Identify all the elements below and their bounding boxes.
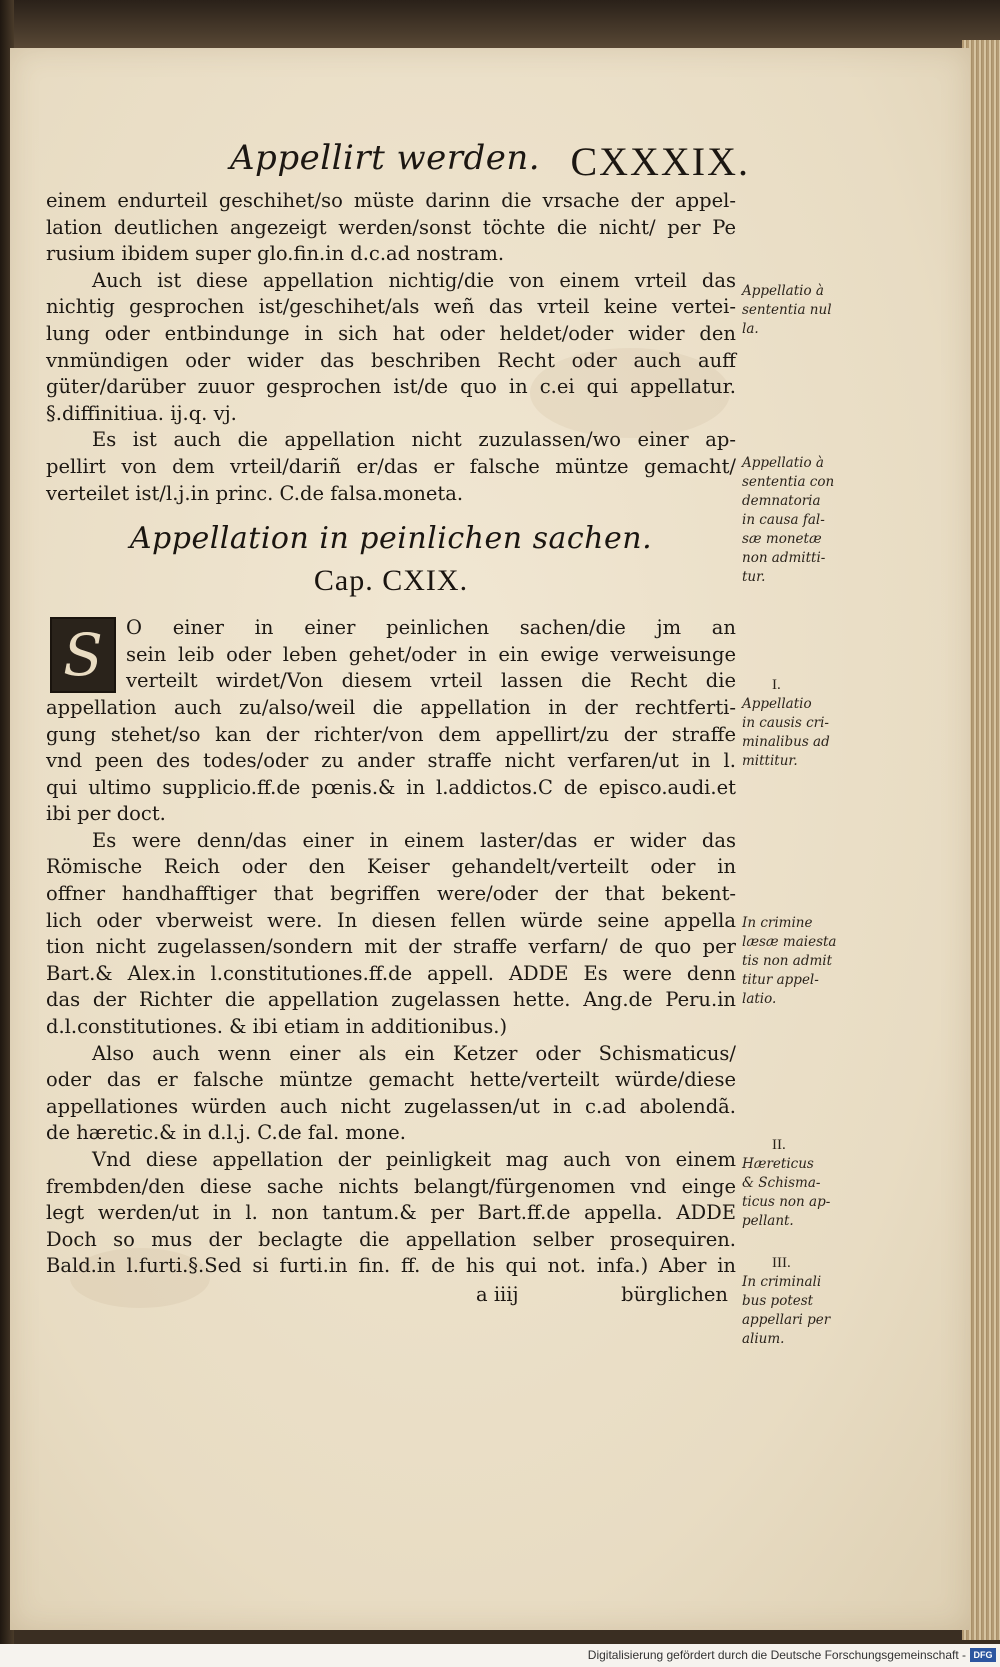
digitization-footer: [0, 1644, 1000, 1667]
margin-note-line: sententia nul: [742, 302, 832, 318]
margin-note: [742, 1136, 842, 1231]
text-line: §.diffinitiua. ij.q. vj.: [46, 401, 237, 425]
text-line: Bald.in l.furti.§.Sed si furti.in fin. ff. de his qui not. infa.) Aber in: [46, 1254, 736, 1278]
text-line: frembden/den diese sache nichts belangt/fürgenomen vnd einge: [46, 1174, 736, 1198]
margin-note-number: I.: [772, 677, 781, 693]
margin-note-line: demnatoria: [742, 493, 821, 509]
margin-note-number: II.: [772, 1137, 786, 1153]
text-line: lung oder entbindunge in sich hat oder heldet/oder wider den: [46, 321, 736, 345]
text-line: Auch ist diese appellation nichtig/die von einem vrteil das: [92, 268, 736, 292]
text-line: verteilet ist/l.j.in princ. C.de falsa.moneta.: [46, 481, 464, 505]
text-line: de hæretic.& in d.l.j. C.de fal. mone.: [46, 1121, 406, 1145]
funding-credit: Digitalisierung gefördert durch die Deutsche Forschungsgemeinschaft -: [587, 1648, 966, 1662]
signature-mark: a iiij: [476, 1282, 519, 1306]
text-line: ibi per doct.: [46, 802, 166, 826]
margin-note-line: alium.: [742, 1331, 785, 1347]
margin-note-line: Hæreticus: [742, 1156, 814, 1172]
margin-note-line: tis non admit: [742, 953, 833, 969]
text-line: vnmündigen oder wider das beschriben Recht oder auch auff: [46, 348, 736, 372]
text-line: legt werden/ut in l. non tantum.& per Bart.ff.de appella. ADDE: [46, 1201, 736, 1225]
text-line: vnd peen des todes/oder zu ander straffe nicht verfaren/ut in l.: [46, 749, 736, 773]
catchword-line: [46, 1280, 736, 1310]
text-line: verteilt wirdet/Von diesem vrteil lassen die Recht die: [126, 669, 736, 693]
margin-note-line: mittitur.: [742, 753, 798, 769]
text-line: appellationes würden auch nicht zugelassen/ut in c.ad abolendã.: [46, 1094, 736, 1118]
catchword: bürglichen: [621, 1282, 728, 1306]
text-line: offner handhafftiger that begriffen were/oder der that bekent-: [46, 882, 736, 906]
margin-note-line: Appellatio: [742, 696, 812, 712]
paragraph: [46, 1147, 736, 1280]
text-line: rusium ibidem super glo.fin.in d.c.ad nostram.: [46, 242, 505, 266]
text-line: qui ultimo supplicio.ff.de pœnis.& in l.addictos.C de episco.audi.et: [46, 775, 736, 799]
text-line: Bart.& Alex.in l.constitutiones.ff.de appell. ADDE Es were denn: [46, 961, 736, 985]
dfg-logo: DFG: [970, 1648, 996, 1662]
margin-note-line: Appellatio à: [742, 283, 824, 299]
decorated-initial: [50, 617, 116, 693]
margin-note-line: bus potest: [742, 1293, 814, 1309]
paragraph: [46, 268, 736, 428]
margin-note: [742, 676, 842, 771]
text-line: oder das er falsche müntze gemacht hette/verteilt würde/diese: [46, 1068, 736, 1092]
margin-note-line: sententia con: [742, 474, 835, 490]
margin-note-line: pellant.: [742, 1213, 794, 1229]
text-line: lation deutlichen angezeigt werden/sonst töchte die nicht/ per Pe: [46, 215, 736, 239]
decorated-initial-letter: S: [63, 621, 103, 690]
chapter-opening-paragraph: [46, 615, 736, 828]
margin-note-line: titur appel-: [742, 972, 819, 988]
margin-note-line: appellari per: [742, 1312, 831, 1328]
margin-note-number: III.: [772, 1255, 791, 1271]
book-background-top: [0, 0, 1000, 50]
paragraph: [46, 1041, 736, 1147]
margin-note-line: ticus non ap-: [742, 1194, 831, 1210]
text-line: pellirt von dem vrteil/dariñ er/das er falsche müntze gemacht/: [46, 454, 736, 478]
text-line: das der Richter die appellation zugelassen hette. Ang.de Peru.in: [46, 988, 736, 1012]
text-line: Doch so mus der beclagte die appellation selber prosequiren.: [46, 1227, 736, 1251]
margin-note-line: minalibus ad: [742, 734, 830, 750]
text-line: gung stehet/so kan der richter/von dem appellirt/zu der straffe: [46, 722, 736, 746]
margin-note-line: tur.: [742, 569, 766, 585]
margin-note-line: In crimine: [742, 915, 813, 931]
text-line: Es were denn/das einer in einem laster/das er wider das: [92, 828, 736, 852]
text-line: Also auch wenn einer als ein Ketzer oder Schismaticus/: [92, 1041, 736, 1065]
margin-note-line: latio.: [742, 991, 777, 1007]
running-header: [230, 138, 750, 188]
folio-number: CXXXIX.: [570, 139, 750, 184]
margin-note: [742, 282, 842, 339]
margin-note-line: Appellatio à: [742, 455, 824, 471]
main-text-block: [46, 188, 736, 1310]
text-line: güter/darüber zuuor gesprochen ist/de quo in c.ei qui appellatur.: [46, 375, 736, 399]
margin-note-line: in causa fal-: [742, 512, 825, 528]
paragraph: [46, 188, 736, 268]
text-line: nichtig gesprochen ist/geschihet/als weñ das vrteil keine vertei-: [46, 295, 736, 319]
text-line: tion nicht zugelassen/sondern mit der straffe verfarn/ de quo per: [46, 935, 736, 959]
paragraph: [46, 828, 736, 1041]
margin-note-line: & Schisma-: [742, 1175, 821, 1191]
margin-note: [742, 454, 842, 587]
text-line: einem endurteil geschihet/so müste darinn die vrsache der appel-: [46, 189, 736, 212]
paragraph: [46, 427, 736, 507]
text-line: sein leib oder leben gehet/oder in ein ewige verweisunge: [126, 642, 736, 666]
text-line: Es ist auch die appellation nicht zuzulassen/wo einer ap-: [92, 428, 736, 452]
margin-note: [742, 1254, 842, 1349]
text-line: d.l.constitutiones. & ibi etiam in additionibus.): [46, 1015, 508, 1039]
margin-note-line: la.: [742, 321, 759, 337]
text-line: lich oder vberweist were. In diesen fellen würde seine appella: [46, 908, 736, 932]
text-line: Römische Reich oder den Keiser gehandelt/verteilt oder in: [46, 855, 736, 879]
chapter-number: Cap. CXIX.: [313, 564, 469, 598]
margin-note-line: non admitti-: [742, 550, 826, 566]
margin-note-line: sæ monetæ: [742, 531, 822, 547]
margin-note-line: In criminali: [742, 1274, 822, 1290]
margin-note-line: in causis cri-: [742, 715, 829, 731]
text-line: Vnd diese appellation der peinligkeit mag auch von einem: [92, 1148, 736, 1171]
margin-note-line: læsæ maiesta: [742, 934, 837, 950]
chapter-title: Appellation in peinlichen sachen.: [129, 521, 653, 557]
text-line: appellation auch zu/also/weil die appellation in der rechtferti-: [46, 695, 736, 719]
margin-note: [742, 914, 842, 1009]
text-line: O einer in einer peinlichen sachen/die jm an: [126, 616, 736, 640]
running-title: Appellirt werden.: [230, 138, 541, 178]
